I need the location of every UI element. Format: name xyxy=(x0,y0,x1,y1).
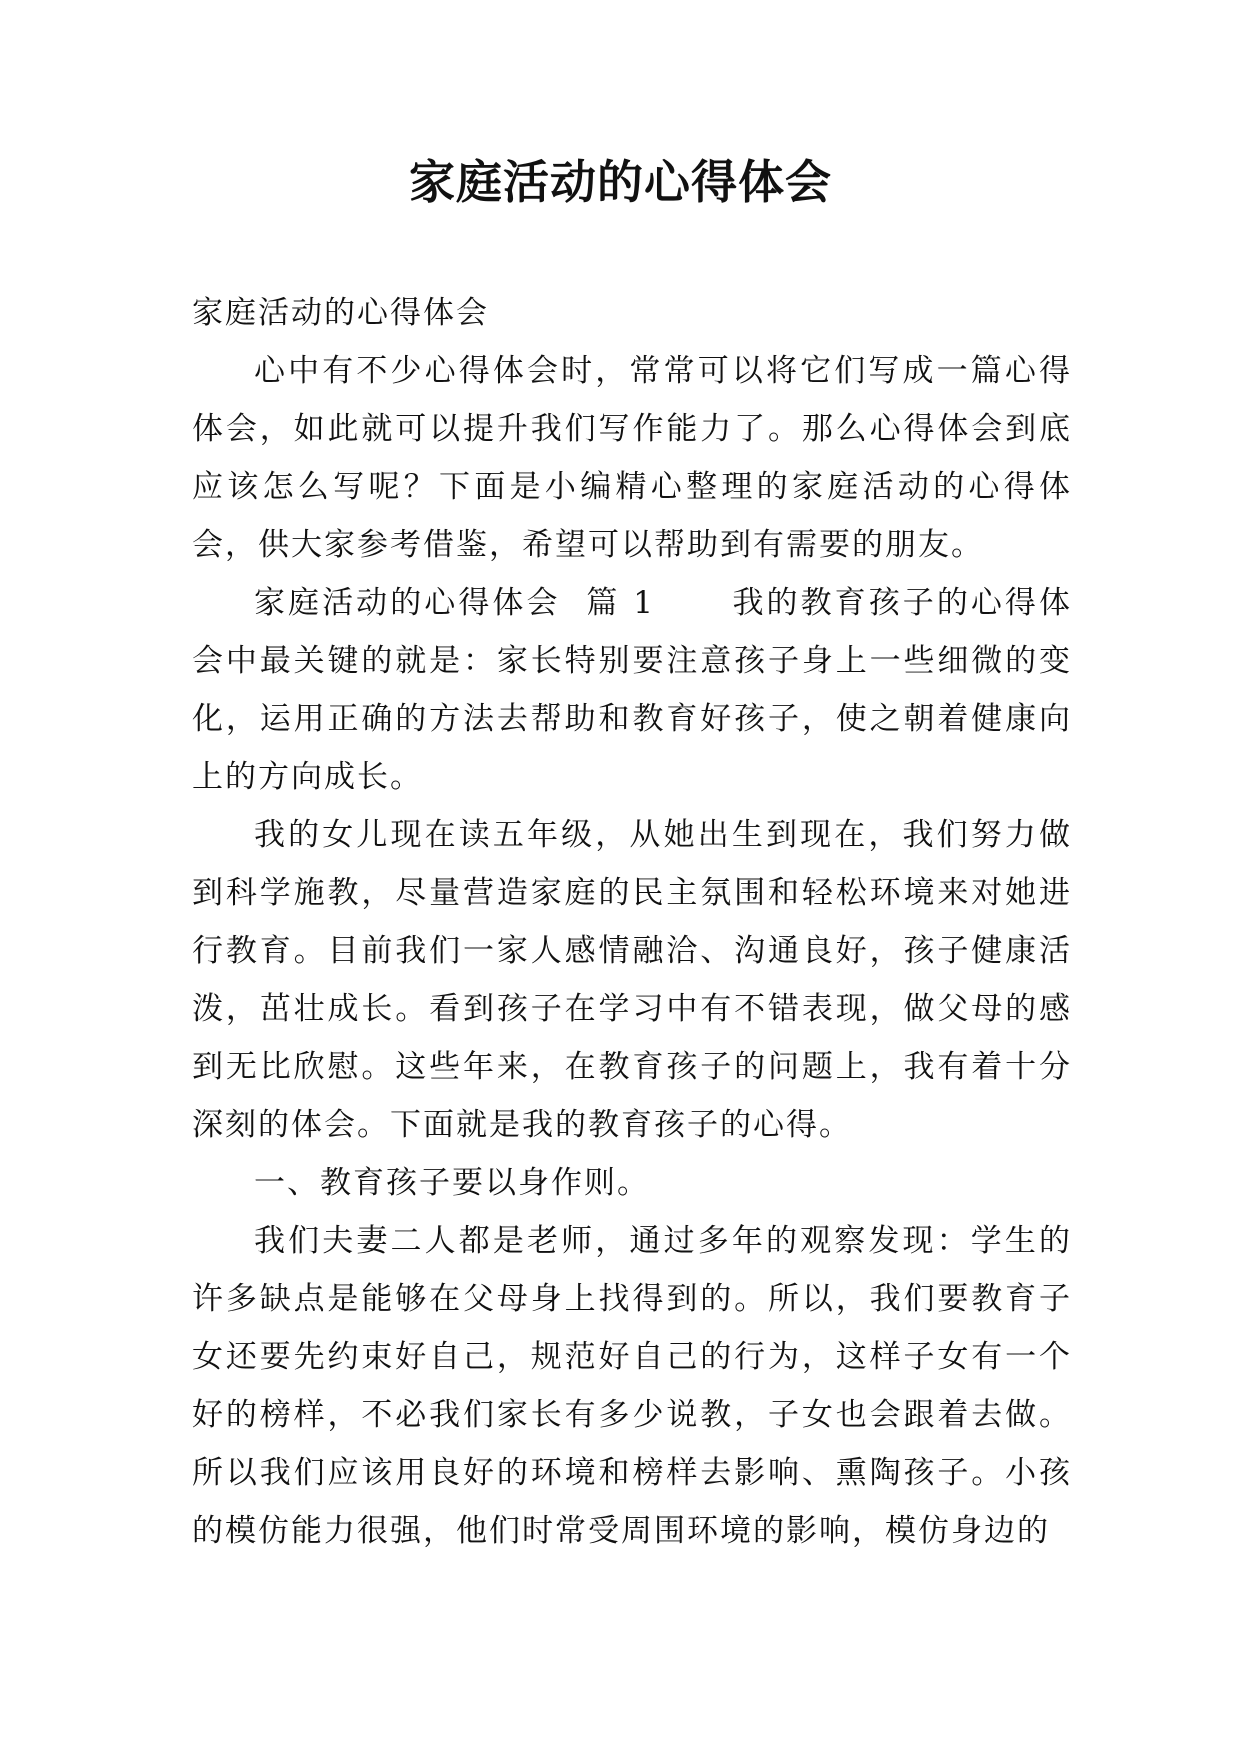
paragraph: 我的女儿现在读五年级，从她出生到现在，我们努力做到科学施教，尽量营造家庭的民主氛围和轻松环境来对她进行教育。目前我们一家人感情融洽、沟通良好，孩子健康活泼，茁壮成长。看到孩子在学习中有不错表现，做父母的感到无比欣慰。这些年来，在教育孩子的问题上，我有着十分深刻的体会。下面就是我的教育孩子的心得。 xyxy=(192,817,1072,1143)
paragraph: 心中有不少心得体会时，常常可以将它们写成一篇心得体会，如此就可以提升我们写作能力了。那么心得体会到底应该怎么写呢？下面是小编精心整理的家庭活动的心得体会，供大家参考借鉴，希望可以帮助到有需要的朋友。 xyxy=(192,353,1072,563)
document-body xyxy=(192,284,1072,1560)
body-heading: 家庭活动的心得体会 xyxy=(192,295,489,331)
document-title: 家庭活动的心得体会 xyxy=(409,155,832,209)
paragraph: 家庭活动的心得体会 篇 1 我的教育孩子的心得体会中最关键的就是：家长特别要注意孩子身上一些细微的变化，运用正确的方法去帮助和教育好孩子，使之朝着健康向上的方向成长。 xyxy=(192,585,1072,795)
section-heading: 一、教育孩子要以身作则。 xyxy=(254,1165,650,1201)
paragraph: 我们夫妻二人都是老师，通过多年的观察发现：学生的许多缺点是能够在父母身上找得到的。所以，我们要教育子女还要先约束好自己，规范好自己的行为，这样子女有一个好的榜样，不必我们家长有多少说教，子女也会跟着去做。所以我们应该用良好的环境和榜样去影响、熏陶孩子。小孩的模仿能力很强，他们时常受周围环境的影响，模仿身边的 xyxy=(192,1223,1072,1549)
